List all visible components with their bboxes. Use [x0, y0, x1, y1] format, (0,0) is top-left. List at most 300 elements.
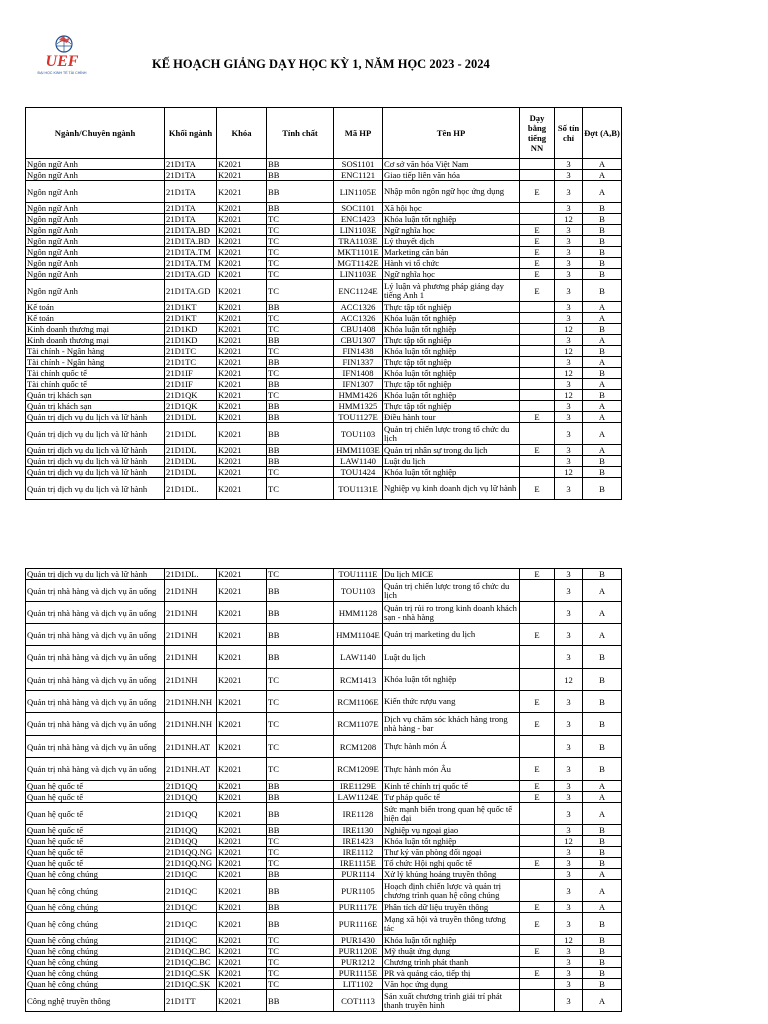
cell-khoi-nganh: 21D1DL	[165, 456, 217, 467]
cell-khoi-nganh: 21D1QQ	[165, 781, 217, 792]
cell-so-tin-chi: 3	[555, 456, 583, 467]
cell-tinh-chat: BB	[267, 913, 334, 935]
cell-day-bang-tieng-nn	[520, 825, 555, 836]
cell-tinh-chat: TC	[267, 258, 334, 269]
cell-day-bang-tieng-nn: E	[520, 781, 555, 792]
cell-dot: B	[583, 957, 622, 968]
cell-ten-hp: Tư pháp quốc tế	[383, 792, 520, 803]
table-row	[26, 258, 622, 269]
cell-khoi-nganh: 21D1DL	[165, 423, 217, 445]
cell-khoi-nganh: 21D1QC.BC	[165, 946, 217, 957]
table-row	[26, 869, 622, 880]
cell-nganh: Ngôn ngữ Anh	[26, 280, 165, 302]
cell-nganh: Quan hệ công chúng	[26, 957, 165, 968]
cell-ten-hp: Khóa luận tốt nghiệp	[383, 467, 520, 478]
cell-day-bang-tieng-nn: E	[520, 258, 555, 269]
cell-ma-hp: ENC1124E	[334, 280, 383, 302]
cell-ten-hp: Hành vi tổ chức	[383, 258, 520, 269]
cell-ten-hp: Quản trị rủi ro trong kinh doanh khách sạn - nhà hàng	[383, 602, 520, 624]
col-header-ma-hp: Mã HP	[334, 108, 383, 159]
cell-ten-hp: Xử lý khủng hoảng truyền thông	[383, 869, 520, 880]
cell-tinh-chat: TC	[267, 313, 334, 324]
cell-day-bang-tieng-nn	[520, 979, 555, 990]
cell-nganh: Quan hệ công chúng	[26, 935, 165, 946]
table-row	[26, 478, 622, 500]
cell-day-bang-tieng-nn: E	[520, 236, 555, 247]
cell-ten-hp: Thực tập tốt nghiệp	[383, 302, 520, 313]
cell-khoa: K2021	[217, 390, 267, 401]
cell-khoi-nganh: 21D1TA.TM	[165, 258, 217, 269]
cell-ten-hp: Quản trị marketing du lịch	[383, 624, 520, 646]
col-header-nganh: Ngành/Chuyên ngành	[26, 108, 165, 159]
cell-ten-hp: Khóa luận tốt nghiệp	[383, 313, 520, 324]
cell-tinh-chat: BB	[267, 335, 334, 346]
cell-khoi-nganh: 21D1TA.BD	[165, 236, 217, 247]
cell-nganh: Kinh doanh thương mại	[26, 324, 165, 335]
cell-ten-hp: Quản trị chiến lược trong tổ chức du lịch	[383, 423, 520, 445]
cell-nganh: Quan hệ công chúng	[26, 946, 165, 957]
cell-ten-hp: Nhập môn ngôn ngữ học ứng dụng	[383, 181, 520, 203]
cell-day-bang-tieng-nn: E	[520, 478, 555, 500]
cell-dot: A	[583, 624, 622, 646]
cell-so-tin-chi: 3	[555, 913, 583, 935]
cell-khoi-nganh: 21D1QK	[165, 401, 217, 412]
cell-khoi-nganh: 21D1TA	[165, 203, 217, 214]
cell-day-bang-tieng-nn: E	[520, 792, 555, 803]
cell-khoi-nganh: 21D1TA	[165, 214, 217, 225]
cell-khoi-nganh: 21D1DL	[165, 412, 217, 423]
table-row	[26, 792, 622, 803]
cell-khoi-nganh: 21D1NH.NH	[165, 713, 217, 736]
cell-dot: A	[583, 602, 622, 624]
cell-khoi-nganh: 21D1NH	[165, 669, 217, 691]
cell-nganh: Kế toán	[26, 313, 165, 324]
cell-day-bang-tieng-nn	[520, 302, 555, 313]
cell-day-bang-tieng-nn: E	[520, 445, 555, 456]
cell-ma-hp: IFN1408	[334, 368, 383, 379]
table-row	[26, 858, 622, 869]
table-row	[26, 423, 622, 445]
cell-khoa: K2021	[217, 858, 267, 869]
cell-khoi-nganh: 21D1QC	[165, 880, 217, 902]
cell-khoa: K2021	[217, 236, 267, 247]
cell-day-bang-tieng-nn	[520, 880, 555, 902]
cell-day-bang-tieng-nn: E	[520, 913, 555, 935]
cell-khoi-nganh: 21D1QQ	[165, 836, 217, 847]
cell-khoi-nganh: 21D1QK	[165, 390, 217, 401]
cell-ten-hp: Tổ chức Hội nghị quốc tế	[383, 858, 520, 869]
cell-tinh-chat: TC	[267, 346, 334, 357]
cell-day-bang-tieng-nn	[520, 401, 555, 412]
table-row	[26, 646, 622, 669]
cell-nganh: Quan hệ công chúng	[26, 968, 165, 979]
cell-ten-hp: Quản trị chiến lược trong tổ chức du lịch	[383, 580, 520, 602]
table-row	[26, 624, 622, 646]
cell-khoi-nganh: 21D1TT	[165, 990, 217, 1012]
cell-ten-hp: Thực tập tốt nghiệp	[383, 357, 520, 368]
cell-ma-hp: LAW1124E	[334, 792, 383, 803]
col-header-dot: Đợt (A,B)	[583, 108, 622, 159]
cell-ma-hp: HMM1104E	[334, 624, 383, 646]
cell-khoa: K2021	[217, 869, 267, 880]
cell-khoi-nganh: 21D1TA.TM	[165, 247, 217, 258]
cell-so-tin-chi: 3	[555, 825, 583, 836]
cell-so-tin-chi: 3	[555, 979, 583, 990]
cell-tinh-chat: BB	[267, 181, 334, 203]
cell-nganh: Ngôn ngữ Anh	[26, 159, 165, 170]
cell-ten-hp: Quản trị nhân sự trong du lịch	[383, 445, 520, 456]
cell-tinh-chat: BB	[267, 825, 334, 836]
cell-ten-hp: Khóa luận tốt nghiệp	[383, 324, 520, 335]
cell-day-bang-tieng-nn	[520, 847, 555, 858]
cell-nganh: Tài chính quốc tế	[26, 368, 165, 379]
cell-dot: B	[583, 968, 622, 979]
cell-nganh: Quản trị nhà hàng và dịch vụ ăn uống	[26, 646, 165, 669]
table-row	[26, 313, 622, 324]
cell-khoa: K2021	[217, 913, 267, 935]
cell-khoi-nganh: 21D1TA.BD	[165, 225, 217, 236]
cell-ma-hp: PUR1120E	[334, 946, 383, 957]
cell-khoa: K2021	[217, 346, 267, 357]
cell-khoa: K2021	[217, 203, 267, 214]
cell-so-tin-chi: 3	[555, 646, 583, 669]
table-row	[26, 302, 622, 313]
cell-day-bang-tieng-nn	[520, 990, 555, 1012]
cell-nganh: Quản trị dịch vụ du lịch và lữ hành	[26, 467, 165, 478]
cell-khoa: K2021	[217, 979, 267, 990]
cell-khoa: K2021	[217, 225, 267, 236]
cell-nganh: Ngôn ngữ Anh	[26, 236, 165, 247]
cell-khoa: K2021	[217, 602, 267, 624]
cell-ma-hp: LIN1105E	[334, 181, 383, 203]
cell-so-tin-chi: 3	[555, 247, 583, 258]
cell-so-tin-chi: 3	[555, 478, 583, 500]
cell-ma-hp: SOS1101	[334, 159, 383, 170]
cell-nganh: Quản trị dịch vụ du lịch và lữ hành	[26, 423, 165, 445]
cell-khoi-nganh: 21D1DL.	[165, 478, 217, 500]
cell-day-bang-tieng-nn	[520, 836, 555, 847]
table-row	[26, 214, 622, 225]
cell-khoa: K2021	[217, 669, 267, 691]
cell-so-tin-chi: 3	[555, 170, 583, 181]
cell-ten-hp: Luật du lịch	[383, 456, 520, 467]
table-row	[26, 691, 622, 713]
cell-so-tin-chi: 3	[555, 236, 583, 247]
cell-tinh-chat: TC	[267, 968, 334, 979]
cell-ten-hp: Nghiệp vụ kinh doanh dịch vụ lữ hành	[383, 478, 520, 500]
cell-ma-hp: PUR1114	[334, 869, 383, 880]
cell-ma-hp: IRE1112	[334, 847, 383, 858]
cell-day-bang-tieng-nn: E	[520, 181, 555, 203]
cell-khoi-nganh: 21D1KT	[165, 313, 217, 324]
table-row	[26, 390, 622, 401]
cell-tinh-chat: TC	[267, 858, 334, 869]
cell-nganh: Quản trị nhà hàng và dịch vụ ăn uống	[26, 669, 165, 691]
cell-khoa: K2021	[217, 302, 267, 313]
table-row	[26, 669, 622, 691]
table-row	[26, 203, 622, 214]
cell-dot: B	[583, 646, 622, 669]
cell-ten-hp: Du lịch MICE	[383, 569, 520, 580]
cell-nganh: Quan hệ quốc tế	[26, 858, 165, 869]
cell-so-tin-chi: 12	[555, 669, 583, 691]
cell-day-bang-tieng-nn	[520, 346, 555, 357]
cell-ten-hp: Khóa luận tốt nghiệp	[383, 368, 520, 379]
cell-day-bang-tieng-nn	[520, 423, 555, 445]
cell-day-bang-tieng-nn	[520, 324, 555, 335]
cell-ten-hp: Nghiệp vụ ngoại giao	[383, 825, 520, 836]
cell-dot: B	[583, 847, 622, 858]
cell-khoa: K2021	[217, 836, 267, 847]
cell-ten-hp: Giao tiếp liên văn hóa	[383, 170, 520, 181]
cell-day-bang-tieng-nn	[520, 214, 555, 225]
cell-tinh-chat: TC	[267, 713, 334, 736]
cell-khoi-nganh: 21D1IF	[165, 368, 217, 379]
cell-day-bang-tieng-nn: E	[520, 225, 555, 236]
cell-khoa: K2021	[217, 902, 267, 913]
cell-dot: B	[583, 203, 622, 214]
cell-ma-hp: CBU1307	[334, 335, 383, 346]
cell-khoa: K2021	[217, 313, 267, 324]
cell-nganh: Ngôn ngữ Anh	[26, 269, 165, 280]
cell-tinh-chat: BB	[267, 880, 334, 902]
cell-day-bang-tieng-nn: E	[520, 758, 555, 781]
cell-ten-hp: Lý luận và phương pháp giảng dạy tiếng Anh 1	[383, 280, 520, 302]
col-header-khoi-nganh: Khối ngành	[165, 108, 217, 159]
cell-dot: B	[583, 247, 622, 258]
cell-khoi-nganh: 21D1NH.AT	[165, 736, 217, 758]
cell-so-tin-chi: 3	[555, 401, 583, 412]
cell-dot: A	[583, 335, 622, 346]
cell-nganh: Quan hệ quốc tế	[26, 836, 165, 847]
cell-khoa: K2021	[217, 467, 267, 478]
cell-khoa: K2021	[217, 646, 267, 669]
cell-ten-hp: Chương trình phát thanh	[383, 957, 520, 968]
cell-khoa: K2021	[217, 280, 267, 302]
cell-ma-hp: FIN1337	[334, 357, 383, 368]
cell-ma-hp: TRA1103E	[334, 236, 383, 247]
cell-dot: B	[583, 258, 622, 269]
cell-so-tin-chi: 12	[555, 467, 583, 478]
cell-dot: B	[583, 946, 622, 957]
cell-nganh: Quan hệ công chúng	[26, 902, 165, 913]
cell-ma-hp: LIN1103E	[334, 225, 383, 236]
cell-tinh-chat: TC	[267, 368, 334, 379]
cell-so-tin-chi: 12	[555, 390, 583, 401]
cell-so-tin-chi: 3	[555, 302, 583, 313]
cell-day-bang-tieng-nn: E	[520, 280, 555, 302]
cell-ten-hp: Thư ký văn phòng đối ngoại	[383, 847, 520, 858]
cell-khoa: K2021	[217, 990, 267, 1012]
cell-so-tin-chi: 3	[555, 691, 583, 713]
cell-khoi-nganh: 21D1QC	[165, 902, 217, 913]
cell-ma-hp: HMM1128	[334, 602, 383, 624]
table-row	[26, 379, 622, 390]
cell-nganh: Quan hệ công chúng	[26, 913, 165, 935]
cell-so-tin-chi: 3	[555, 445, 583, 456]
cell-nganh: Ngôn ngữ Anh	[26, 181, 165, 203]
cell-khoi-nganh: 21D1TA	[165, 170, 217, 181]
cell-nganh: Quản trị dịch vụ du lịch và lữ hành	[26, 412, 165, 423]
cell-tinh-chat: TC	[267, 390, 334, 401]
cell-khoa: K2021	[217, 736, 267, 758]
cell-khoa: K2021	[217, 478, 267, 500]
cell-tinh-chat: TC	[267, 935, 334, 946]
page-title: KẾ HOẠCH GIẢNG DẠY HỌC KỲ 1, NĂM HỌC 2023 - 2024	[152, 57, 490, 71]
cell-day-bang-tieng-nn: E	[520, 902, 555, 913]
table-row	[26, 803, 622, 825]
cell-so-tin-chi: 3	[555, 580, 583, 602]
cell-khoa: K2021	[217, 423, 267, 445]
table-row	[26, 968, 622, 979]
cell-nganh: Quan hệ quốc tế	[26, 792, 165, 803]
col-header-tinh-chat: Tính chất	[267, 108, 334, 159]
cell-ma-hp: MGT1142E	[334, 258, 383, 269]
cell-khoa: K2021	[217, 935, 267, 946]
cell-tinh-chat: TC	[267, 669, 334, 691]
cell-so-tin-chi: 3	[555, 902, 583, 913]
cell-tinh-chat: BB	[267, 445, 334, 456]
cell-day-bang-tieng-nn: E	[520, 946, 555, 957]
cell-nganh: Ngôn ngữ Anh	[26, 225, 165, 236]
cell-tinh-chat: TC	[267, 946, 334, 957]
cell-ten-hp: Thực hành món Á	[383, 736, 520, 758]
cell-dot: A	[583, 423, 622, 445]
cell-khoa: K2021	[217, 401, 267, 412]
table-row	[26, 781, 622, 792]
cell-tinh-chat: BB	[267, 646, 334, 669]
cell-tinh-chat: BB	[267, 781, 334, 792]
cell-tinh-chat: TC	[267, 236, 334, 247]
table-row	[26, 159, 622, 170]
cell-nganh: Quản trị dịch vụ du lịch và lữ hành	[26, 478, 165, 500]
cell-nganh: Quản trị dịch vụ du lịch và lữ hành	[26, 456, 165, 467]
table-row	[26, 467, 622, 478]
cell-khoi-nganh: 21D1QC	[165, 913, 217, 935]
cell-day-bang-tieng-nn	[520, 803, 555, 825]
cell-ma-hp: PUR1116E	[334, 913, 383, 935]
cell-ma-hp: MKT1101E	[334, 247, 383, 258]
cell-so-tin-chi: 3	[555, 569, 583, 580]
cell-tinh-chat: BB	[267, 803, 334, 825]
cell-khoa: K2021	[217, 713, 267, 736]
cell-so-tin-chi: 3	[555, 990, 583, 1012]
cell-khoi-nganh: 21D1NH	[165, 624, 217, 646]
cell-ten-hp: Khóa luận tốt nghiệp	[383, 346, 520, 357]
cell-so-tin-chi: 3	[555, 225, 583, 236]
cell-ma-hp: COT1113	[334, 990, 383, 1012]
cell-day-bang-tieng-nn	[520, 935, 555, 946]
cell-tinh-chat: TC	[267, 324, 334, 335]
cell-khoi-nganh: 21D1IF	[165, 379, 217, 390]
cell-dot: A	[583, 159, 622, 170]
cell-day-bang-tieng-nn	[520, 456, 555, 467]
cell-nganh: Quan hệ công chúng	[26, 979, 165, 990]
cell-ma-hp: RCM1208	[334, 736, 383, 758]
cell-khoi-nganh: 21D1QC.SK	[165, 979, 217, 990]
cell-khoi-nganh: 21D1DL	[165, 467, 217, 478]
table-row	[26, 957, 622, 968]
table-row	[26, 825, 622, 836]
cell-ma-hp: HMM1426	[334, 390, 383, 401]
cell-khoa: K2021	[217, 456, 267, 467]
cell-khoa: K2021	[217, 412, 267, 423]
cell-ten-hp: Thực hành món Âu	[383, 758, 520, 781]
cell-khoi-nganh: 21D1KT	[165, 302, 217, 313]
cell-khoi-nganh: 21D1DL	[165, 445, 217, 456]
cell-dot: A	[583, 580, 622, 602]
cell-dot: A	[583, 869, 622, 880]
cell-khoa: K2021	[217, 968, 267, 979]
header-row	[26, 108, 622, 159]
cell-nganh: Quản trị nhà hàng và dịch vụ ăn uống	[26, 580, 165, 602]
cell-nganh: Kinh doanh thương mại	[26, 335, 165, 346]
cell-tinh-chat: BB	[267, 357, 334, 368]
cell-so-tin-chi: 3	[555, 847, 583, 858]
cell-tinh-chat: BB	[267, 170, 334, 181]
cell-so-tin-chi: 12	[555, 324, 583, 335]
cell-dot: A	[583, 880, 622, 902]
cell-dot: B	[583, 935, 622, 946]
table-row	[26, 946, 622, 957]
cell-tinh-chat: BB	[267, 401, 334, 412]
cell-tinh-chat: BB	[267, 302, 334, 313]
cell-ten-hp: Khóa luận tốt nghiệp	[383, 390, 520, 401]
cell-dot: A	[583, 412, 622, 423]
cell-khoi-nganh: 21D1NH.NH	[165, 691, 217, 713]
cell-ma-hp: LAW1140	[334, 646, 383, 669]
cell-khoa: K2021	[217, 258, 267, 269]
table-row	[26, 602, 622, 624]
cell-khoi-nganh: 21D1QC.SK	[165, 968, 217, 979]
cell-dot: B	[583, 346, 622, 357]
cell-ma-hp: RCM1413	[334, 669, 383, 691]
cell-so-tin-chi: 3	[555, 379, 583, 390]
cell-khoi-nganh: 21D1KD	[165, 324, 217, 335]
cell-khoi-nganh: 21D1KD	[165, 335, 217, 346]
cell-khoi-nganh: 21D1QQ	[165, 803, 217, 825]
cell-khoa: K2021	[217, 624, 267, 646]
cell-ma-hp: IRE1130	[334, 825, 383, 836]
cell-ma-hp: TOU1127E	[334, 412, 383, 423]
cell-nganh: Tài chính quốc tế	[26, 379, 165, 390]
cell-day-bang-tieng-nn: E	[520, 713, 555, 736]
cell-khoa: K2021	[217, 368, 267, 379]
cell-day-bang-tieng-nn: E	[520, 624, 555, 646]
col-header-khoa: Khóa	[217, 108, 267, 159]
cell-day-bang-tieng-nn	[520, 170, 555, 181]
table-row	[26, 181, 622, 203]
cell-khoa: K2021	[217, 825, 267, 836]
cell-khoi-nganh: 21D1NH.AT	[165, 758, 217, 781]
table-row	[26, 456, 622, 467]
cell-ten-hp: Lý thuyết dịch	[383, 236, 520, 247]
cell-dot: A	[583, 302, 622, 313]
cell-khoa: K2021	[217, 247, 267, 258]
cell-dot: B	[583, 236, 622, 247]
cell-ten-hp: Khóa luận tốt nghiệp	[383, 214, 520, 225]
cell-dot: A	[583, 803, 622, 825]
cell-day-bang-tieng-nn	[520, 159, 555, 170]
cell-ten-hp: Văn học ứng dụng	[383, 979, 520, 990]
cell-ma-hp: ENC1121	[334, 170, 383, 181]
cell-khoi-nganh: 21D1QC	[165, 935, 217, 946]
table-row	[26, 902, 622, 913]
cell-tinh-chat: TC	[267, 758, 334, 781]
table-row	[26, 280, 622, 302]
cell-tinh-chat: BB	[267, 159, 334, 170]
cell-day-bang-tieng-nn: E	[520, 269, 555, 280]
